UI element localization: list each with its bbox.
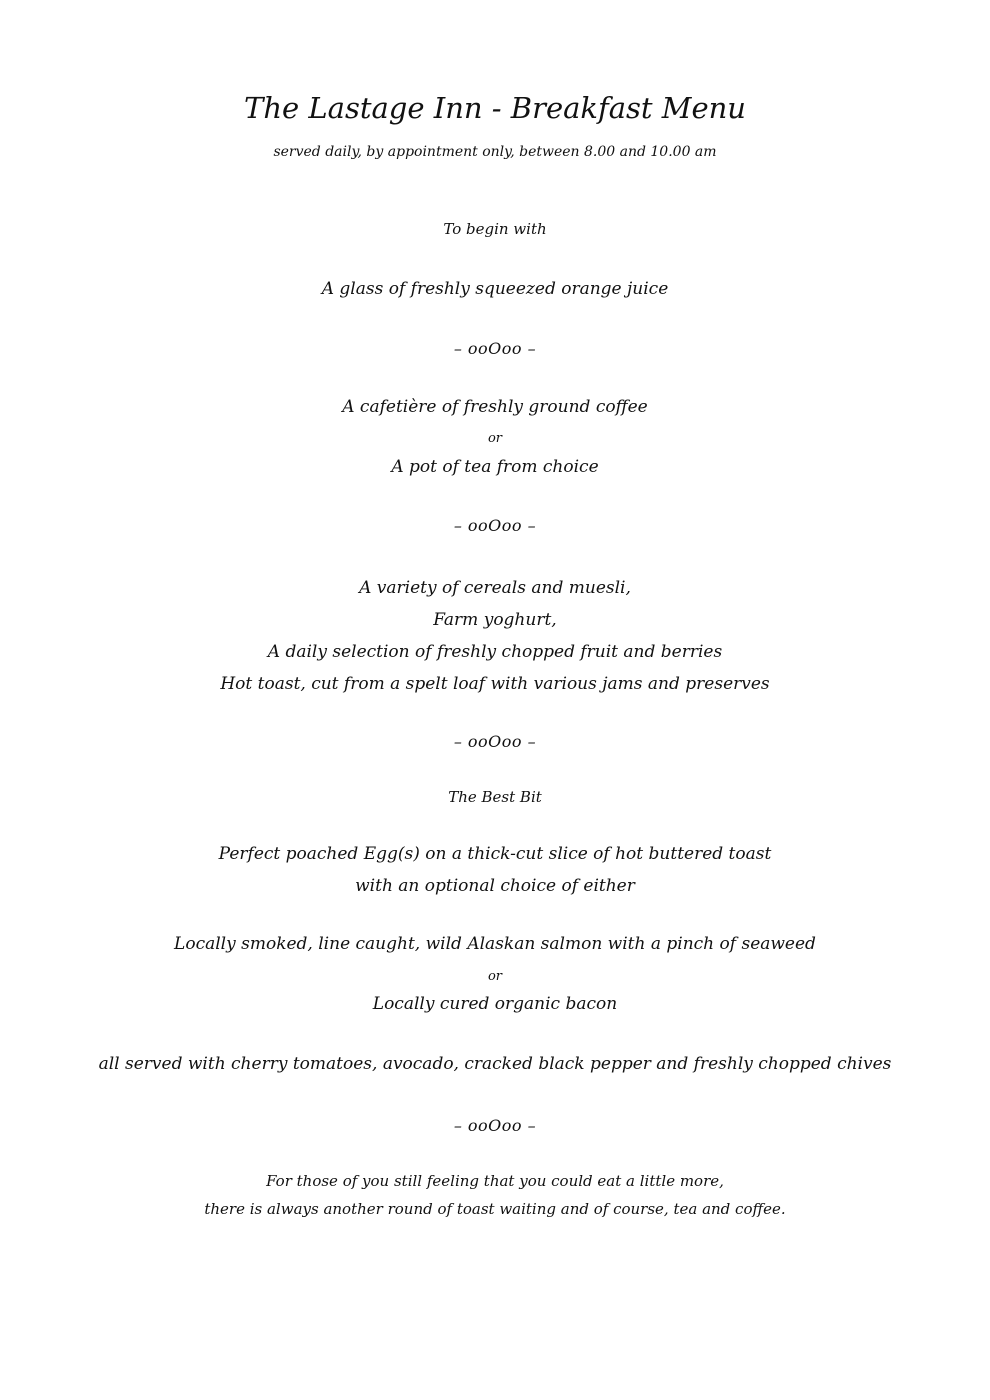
separator: – ooOoo – <box>453 1116 537 1135</box>
menu-subtitle: served daily, by appointment only, between 8.00 and 10.00 am <box>273 144 717 160</box>
or-text: or <box>487 969 503 984</box>
item-yoghurt: Farm yoghurt, <box>433 610 557 630</box>
item-salmon: Locally smoked, line caught, wild Alaskan salmon with a pinch of seaweed <box>174 934 816 954</box>
item-fruit: A daily selection of freshly chopped fruit and berries <box>267 642 723 662</box>
item-cereals: A variety of cereals and muesli, <box>359 578 631 598</box>
item-poached-eggs: Perfect poached Egg(s) on a thick-cut slice of hot buttered toast <box>218 844 772 864</box>
item-bacon: Locally cured organic bacon <box>372 994 618 1014</box>
menu-title: The Lastage Inn - Breakfast Menu <box>244 91 746 125</box>
separator: – ooOoo – <box>453 516 537 535</box>
section-heading-begin: To begin with <box>443 220 547 238</box>
closing-note-line-1: For those of you still feeling that you could eat a little more, <box>266 1172 724 1190</box>
section-heading-best-bit: The Best Bit <box>448 788 542 806</box>
item-coffee: A cafetière of freshly ground coffee <box>342 397 648 417</box>
item-eggs-choice: with an optional choice of either <box>355 876 635 896</box>
item-toast: Hot toast, cut from a spelt loaf with various jams and preserves <box>220 674 770 694</box>
closing-note-line-2: there is always another round of toast waiting and of course, tea and coffee. <box>204 1200 786 1218</box>
or-text: or <box>487 431 503 446</box>
separator: – ooOoo – <box>453 339 537 358</box>
separator: – ooOoo – <box>453 732 537 751</box>
item-tea: A pot of tea from choice <box>391 457 599 477</box>
item-orange-juice: A glass of freshly squeezed orange juice <box>321 279 669 299</box>
item-served-with: all served with cherry tomatoes, avocado, cracked black pepper and freshly chopped chives <box>98 1054 892 1074</box>
